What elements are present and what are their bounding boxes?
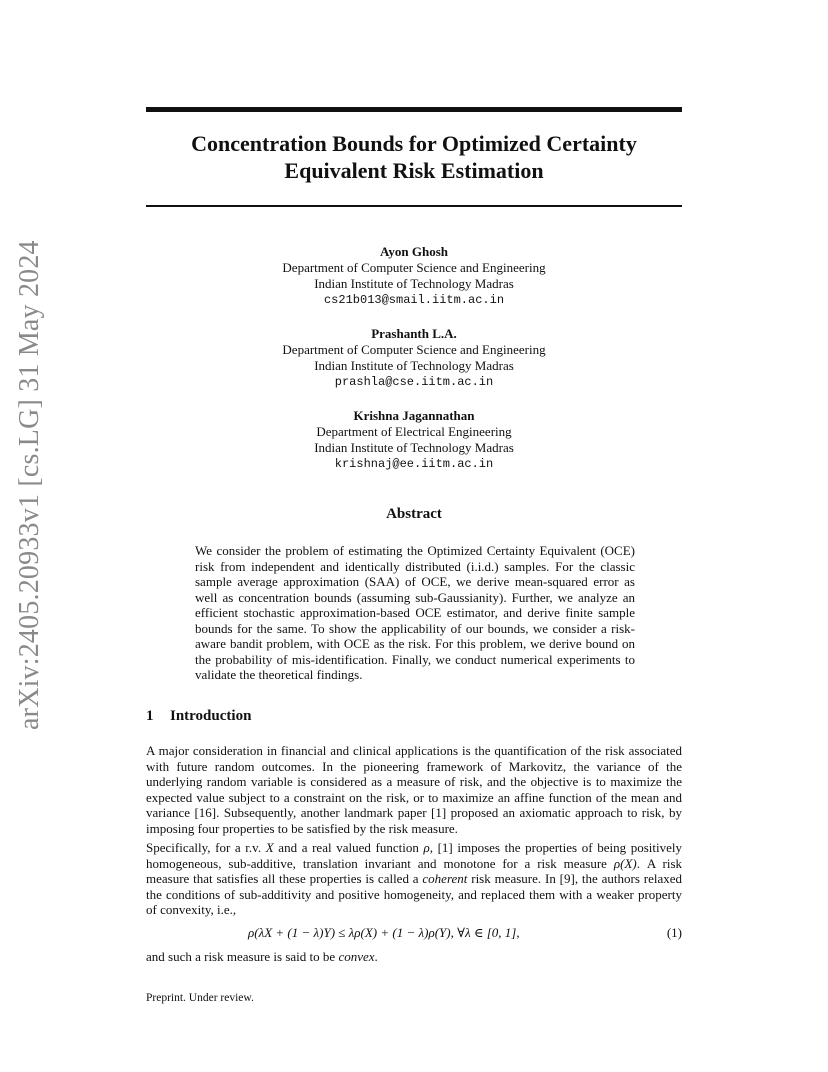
arxiv-stamp: arXiv:2405.20933v1 [cs.LG] 31 May 2024 (14, 240, 45, 730)
section-title: Introduction (170, 708, 252, 724)
paper-title (146, 130, 682, 184)
text-run: Specifically, for a r.v. (146, 840, 266, 855)
text-run: and such a risk measure is said to be (146, 949, 339, 964)
author-name: Ayon Ghosh (379, 244, 449, 259)
text-run: , [1] imposes the properties of being positively homogeneous, sub-additive, translation invariant and monotone for a risk measure (146, 840, 682, 871)
emphasis-term: convex (338, 949, 375, 964)
author-block-1 (146, 244, 682, 308)
author-name: Krishna Jagannathan (353, 408, 475, 423)
intro-paragraph-2 (146, 840, 682, 918)
text-run: risk measure. In [9], the authors relaxed the conditions of sub-additivity and positive homogeneity, and replaced them with a weaker property of convexity, i.e., (146, 871, 682, 917)
author-email: krishnaj@ee.iitm.ac.in (334, 457, 494, 471)
preprint-footer: Preprint. Under review. (146, 992, 254, 1004)
abstract-heading: Abstract (386, 506, 442, 522)
section-number: 1 (146, 708, 154, 724)
author-block-3 (146, 408, 682, 472)
title-bottom-rule (146, 205, 682, 207)
math-variable: ρ (423, 840, 430, 855)
author-department: Department of Computer Science and Engineering (282, 260, 546, 275)
author-block-2 (146, 326, 682, 390)
author-institution: Indian Institute of Technology Madras (314, 440, 514, 455)
title-line-1: Concentration Bounds for Optimized Certainty (191, 131, 637, 156)
intro-paragraph-3 (146, 949, 682, 965)
intro-paragraph-1: A major consideration in financial and clinical applications is the quantification of the risk associated with future random outcomes. In the pioneering framework of Markovitz, the variance of the underlying random variable is considered as a measure of risk, and the objective is to maximize the expected value subject to a constraint on the risk, or to maximize an affine function of the mean and variance [16]. Subsequently, another landmark paper [1] proposed an axiomatic approach to risk, by imposing four properties to be satisfied by the risk measure. (146, 743, 682, 836)
math-variable: X (265, 840, 274, 855)
math-expression: ρ(X) (613, 855, 637, 871)
emphasis-term: coherent (422, 871, 468, 886)
author-email: cs21b013@smail.iitm.ac.in (323, 293, 505, 307)
title-line-2: Equivalent Risk Estimation (284, 158, 544, 183)
equation-body: ρ(λX + (1 − λ)Y) ≤ λρ(X) + (1 − λ)ρ(Y), ∀λ ∈ [0, 1], (248, 925, 520, 940)
text-run: . (374, 949, 378, 964)
author-department: Department of Electrical Engineering (316, 424, 512, 439)
author-email: prashla@cse.iitm.ac.in (334, 375, 494, 389)
author-name: Prashanth L.A. (371, 326, 457, 341)
text-run: and a real valued function (273, 840, 424, 855)
text-run: . A risk measure that satisfies all these properties is called a (146, 855, 683, 886)
author-department: Department of Computer Science and Engineering (282, 342, 546, 357)
title-top-rule (146, 107, 682, 112)
author-institution: Indian Institute of Technology Madras (314, 276, 514, 291)
section-heading-introduction (146, 708, 251, 725)
author-institution: Indian Institute of Technology Madras (314, 358, 514, 373)
abstract-text: We consider the problem of estimating the Optimized Certainty Equivalent (OCE) risk from independent and identically distributed (i.i.d.) samples. For the classic sample average approximation (SAA) of OCE, we derive mean-squared error as well as concentration bounds (assuming sub-Gaussianity). Further, we analyze an efficient stochastic approximation-based OCE estimator, and derive finite sample bounds for the same. To show the applicability of our bounds, we consider a risk-aware bandit problem, with OCE as the risk. For this problem, we derive bound on the probability of mis-identification. Finally, we conduct numerical experiments to validate the theoretical findings. (195, 543, 635, 682)
equation-number: (1) (666, 925, 682, 940)
